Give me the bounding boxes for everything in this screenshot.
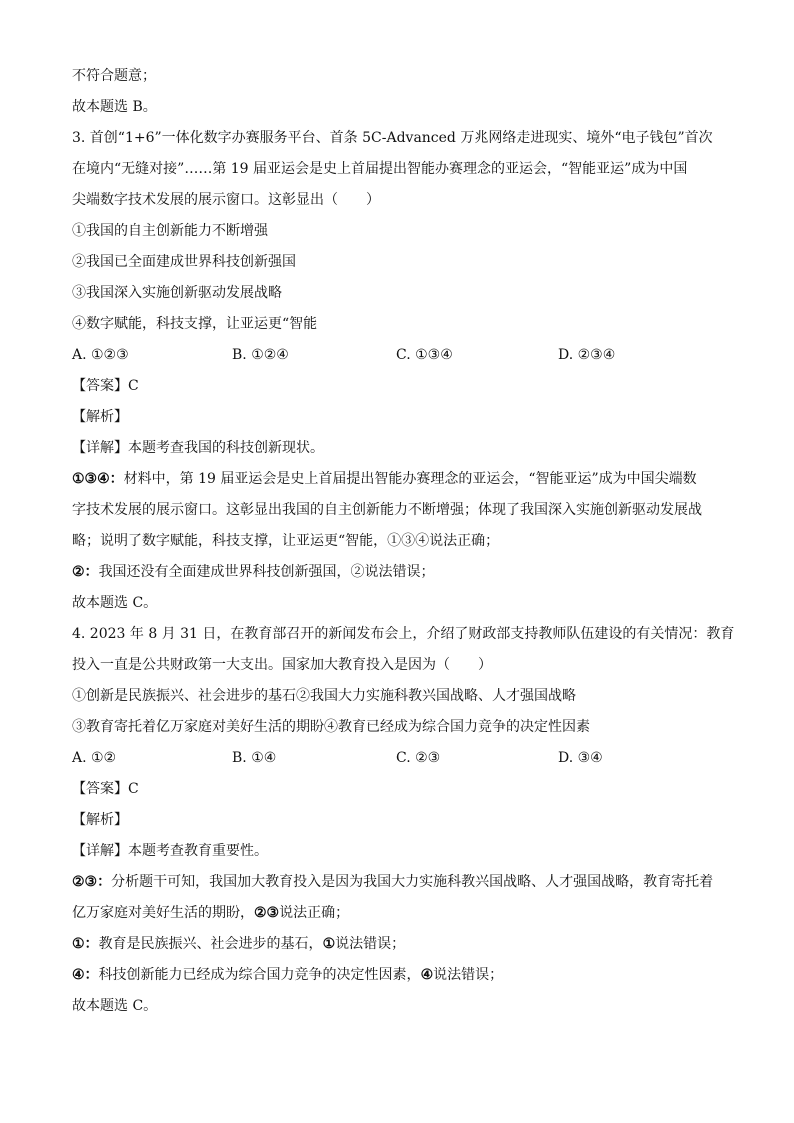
question-4-options [72,748,732,768]
explanation-lead: ①③④： [72,471,124,487]
explanation-ref: ④ [420,967,434,983]
explanation-lead: ①： [72,936,99,952]
question-3-stem: 尖端数字技术发展的展示窗口。这彰显出（ ） [72,192,380,208]
explanation-text: 科技创新能力已经成为综合国力竞争的决定性因素， [98,967,421,983]
analysis-label: 【解析】 [72,812,128,828]
text-line: 不符合题意； [72,68,156,84]
option-c: C. ②③ [396,750,441,766]
question-4-item: ①创新是民族振兴、社会进步的基石②我国大力实施科教兴国战略、人才强国战略 [72,688,576,704]
explanation-lead: ④： [72,967,99,983]
detail-text: 【详解】本题考查教育重要性。 [72,843,268,859]
explanation-line [72,903,732,923]
option-a: A. ①② [72,750,117,766]
explanation-lead: ②③： [72,874,112,890]
question-4-stem: 投入一直是公共财政第一大支出。国家加大教育投入是因为（ ） [72,657,492,673]
text-line: 故本题选 B。 [72,99,157,115]
question-3-item: ②我国已全面建成世界科技创新强国 [72,254,296,270]
explanation-line [72,934,732,954]
answer-label: 【答案】C [72,378,139,394]
question-3-stem: 在境内“无缝对接”……第 19 届亚运会是史上首届提出智能办赛理念的亚运会，“智能亚运”成为中国 [72,161,688,177]
question-4-item: ③教育寄托着亿万家庭对美好生活的期盼④教育已经成为综合国力竞争的决定性因素 [72,719,590,735]
option-b: B. ①④ [232,750,277,766]
explanation-text: 我国还没有全面建成世界科技创新强国，②说法错误； [98,564,435,580]
explanation-line [72,965,732,985]
answer-label: 【答案】C [72,781,139,797]
conclusion-text: 故本题选 C。 [72,595,158,611]
question-3-stem: 3. 首创“1+6”一体化数字办赛服务平台、首条 5C-Advanced 万兆网络走进现实、境外“电子钱包”首次 [72,130,713,146]
question-3-item: ①我国的自主创新能力不断增强 [72,223,268,239]
option-c: C. ①③④ [396,347,453,363]
option-a: A. ①②③ [72,347,129,363]
explanation-text: 说法正确； [279,905,350,921]
question-3-item: ④数字赋能，科技支撑，让亚运更“智能 [72,316,318,332]
option-d: D. ②③④ [558,347,616,363]
question-3-options [72,345,732,365]
option-d: D. ③④ [558,750,603,766]
explanation-ref: ① [322,936,336,952]
explanation-line [72,562,732,582]
explanation-line: 字技术发展的展示窗口。这彰显出我国的自主创新能力不断增强；体现了我国深入实施创新驱动发展战 [72,502,702,518]
conclusion-text: 故本题选 C。 [72,998,158,1014]
question-3-item: ③我国深入实施创新驱动发展战略 [72,285,282,301]
explanation-text: 教育是民族振兴、社会进步的基石， [98,936,323,952]
explanation-line [72,469,732,489]
explanation-text: 材料中，第 19 届亚运会是史上首届提出智能办赛理念的亚运会，“智能亚运”成为中国尖端数 [123,471,697,487]
explanation-lead: ②： [72,564,99,580]
analysis-label: 【解析】 [72,409,128,425]
detail-text: 【详解】本题考查我国的科技创新现状。 [72,440,324,456]
option-b: B. ①②④ [232,347,289,363]
explanation-text: 说法错误； [433,967,504,983]
explanation-line: 略；说明了数字赋能，科技支撑，让亚运更“智能，①③④说法正确； [72,533,500,549]
explanation-text: 说法错误； [335,936,406,952]
explanation-text: 分析题干可知，我国加大教育投入是因为我国大力实施科教兴国战略、人才强国战略，教育寄托着 [111,874,714,890]
explanation-ref: ②③ [254,905,280,921]
question-4-stem: 4. 2023 年 8 月 31 日，在教育部召开的新闻发布会上，介绍了财政部支持教师队伍建设的有关情况：教育 [72,626,735,642]
explanation-text: 亿万家庭对美好生活的期盼， [72,905,254,921]
explanation-line [72,872,732,892]
